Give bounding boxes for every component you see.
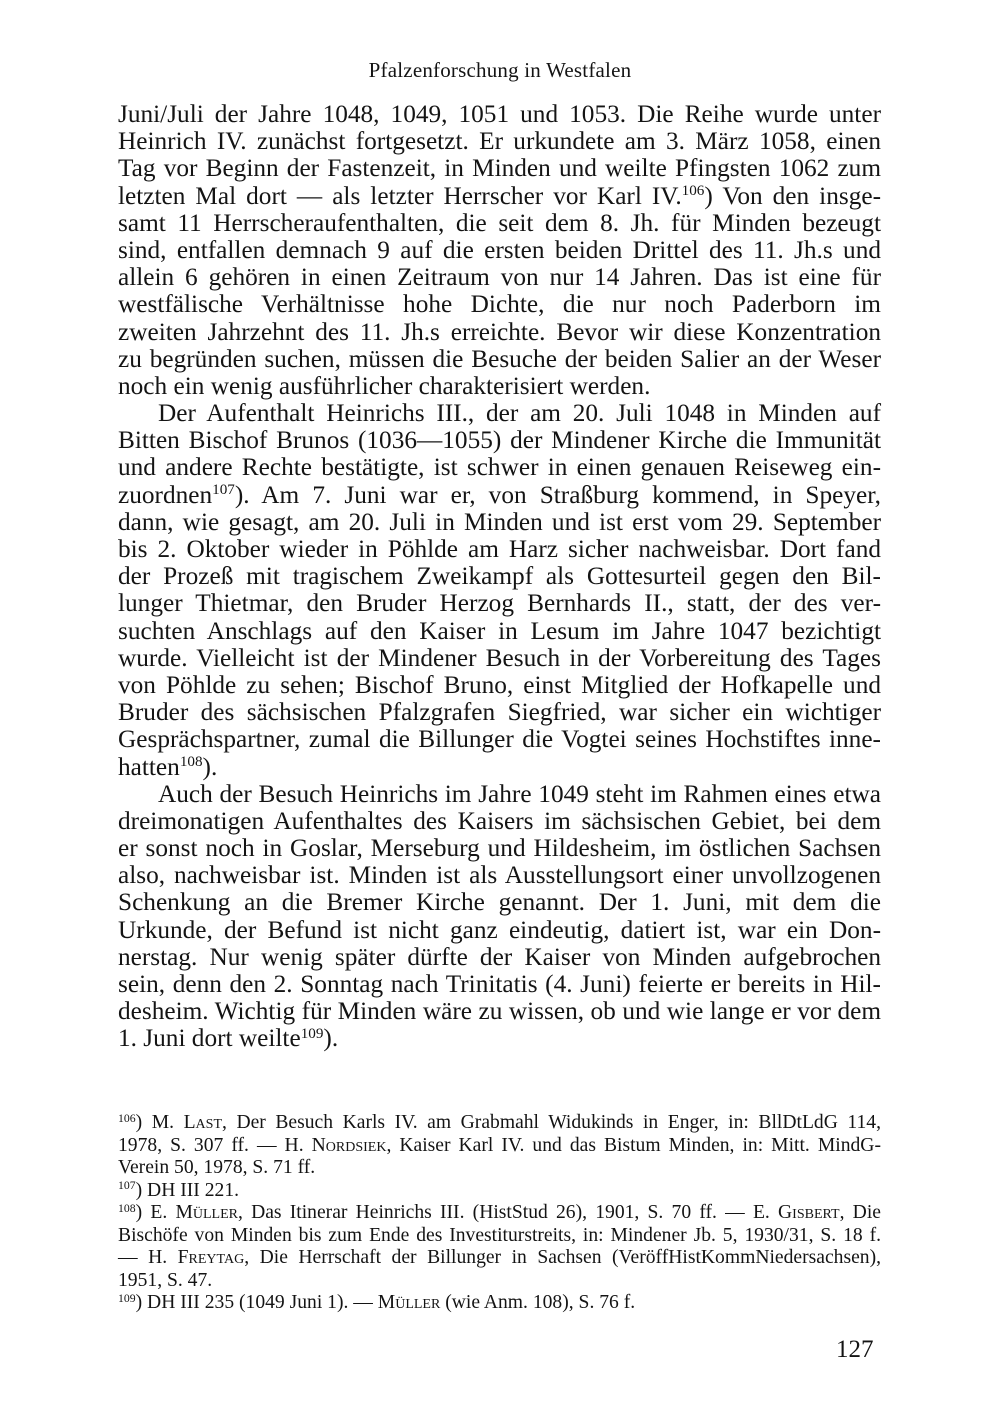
footnote-number: 107: [118, 1179, 136, 1193]
text-segment: letzten Mal dort — als letzter Herrscher vor Karl IV.: [118, 181, 682, 210]
text-segment: dann, wie gesagt, am 20. Juli in Minden und ist erst vom 29. September: [118, 507, 881, 536]
main-text: [118, 101, 881, 1053]
text-line: [118, 781, 881, 808]
text-segment: , Der Besuch Karls IV. am Grabmahl Widukinds in Enger, in: BllDtLdG 114,: [222, 1112, 881, 1133]
text-segment: hatten: [118, 752, 180, 781]
text-line: [118, 373, 881, 400]
footnote-number: 109: [118, 1291, 136, 1305]
text-line: [118, 346, 881, 373]
text-segment: zu begründen suchen, müssen die Besuche der beiden Salier an der Weser: [118, 344, 881, 373]
text-segment: wurde. Vielleicht ist der Mindener Besuch in der Vorbereitung des Tages: [118, 643, 881, 672]
text-segment: desheim. Wichtig für Minden wäre zu wissen, ob und wie lange er vor dem: [118, 997, 881, 1026]
text-segment: , Die Herrschaft der Billunger in Sachsen (VeröffHistKommNiedersachsen),: [244, 1247, 881, 1268]
text-line: [118, 210, 881, 237]
text-segment: Auch der Besuch Heinrichs im Jahre 1049 steht im Rahmen eines etwa: [158, 779, 881, 808]
text-segment: von Pöhlde zu sehen; Bischof Bruno, einst Mitglied der Hofkapelle und: [118, 670, 881, 699]
text-segment: Heinrich IV. zunächst fortgesetzt. Er urkundete am 3. März 1058, einen: [118, 127, 881, 156]
text-segment: dreimonatigen Aufenthaltes des Kaisers im sächsischen Gebiet, bei dem: [118, 806, 881, 835]
text-line: [118, 128, 881, 155]
text-segment: Schenkung an die Bremer Kirche genannt. Der 1. Juni, mit dem die: [118, 888, 881, 917]
text-line: [118, 563, 881, 590]
text-line: [118, 699, 881, 726]
text-segment: der Prozeß mit tragischem Zweikampf als Gottesurteil gegen den Bil-: [118, 562, 881, 591]
text-segment: 1978, S. 307 ff. — H.: [118, 1134, 312, 1156]
text-line: [118, 291, 881, 318]
footnote-ref: 106: [681, 182, 705, 200]
text-line: [118, 264, 881, 291]
text-segment: Bruder des sächsischen Pfalzgrafen Siegfried, war sicher ein wichtiger: [118, 698, 881, 727]
footnote-line: [118, 1292, 881, 1315]
text-line: [118, 509, 881, 536]
text-line: [118, 183, 881, 210]
text-segment: Juni/Juli der Jahre 1048, 1049, 1051 und 1053. Die Reihe wurde unter: [118, 100, 881, 128]
text-segment: nerstag. Nur wenig später dürfte der Kaiser von Minden aufgebrochen: [118, 942, 881, 971]
text-segment: Bitten Bischof Brunos (1036—1055) der Mindener Kirche die Immunität: [118, 426, 881, 455]
footnote-ref: 107: [212, 481, 235, 499]
footnote-number: 106: [118, 1111, 136, 1125]
text-segment: zuordnen: [118, 480, 213, 509]
text-line: [118, 862, 881, 889]
text-line: [118, 754, 881, 781]
text-line: [118, 454, 881, 481]
text-line: [118, 998, 881, 1025]
page-number: 127: [836, 1336, 874, 1363]
text-segment: also, nachweisbar ist. Minden ist als Ausstellungsort einer unvollzogenen: [118, 861, 881, 890]
footnote-line: [118, 1247, 881, 1270]
text-segment: ) DH III 221.: [135, 1179, 240, 1201]
text-segment: , Das Itinerar Heinrichs III. (HistStud 26), 1901, S. 70 ff. — E.: [237, 1202, 779, 1223]
text-segment: , Kaiser Karl IV. und das Bistum Minden, in: Mitt. MindG-: [386, 1134, 881, 1156]
footnote-number: 108: [118, 1201, 136, 1215]
text-segment: 1951, S. 47.: [118, 1269, 213, 1291]
text-segment: (wie Anm. 108), S. 76 f.: [440, 1292, 636, 1313]
text-line: [118, 1025, 881, 1052]
text-line: [118, 971, 881, 998]
footnote-line: [118, 1225, 881, 1248]
text-segment: ).: [202, 752, 218, 781]
text-line: [118, 237, 881, 264]
text-line: [118, 482, 881, 509]
text-segment: sein, denn den 2. Sonntag nach Trinitatis (4. Juni) feierte er bereits in Hil-: [118, 970, 881, 998]
text-line: [118, 672, 881, 699]
footnote-line: [118, 1202, 881, 1225]
text-line: [118, 917, 881, 944]
text-segment: und andere Rechte bestätigte, ist schwer in einen genauen Reiseweg ein-: [118, 453, 881, 482]
footnote-ref: 109: [300, 1025, 324, 1043]
text-segment: Gesprächspartner, zumal die Billunger die Vogtei seines Hochstiftes inne-: [118, 725, 881, 754]
text-segment: , Die: [839, 1202, 881, 1223]
text-segment: noch ein wenig ausführlicher charakterisiert werden.: [118, 371, 651, 400]
text-segment: suchten Anschlags auf den Kaiser in Lesum im Jahre 1047 bezichtigt: [118, 616, 881, 645]
text-segment: sind, entfallen demnach 9 auf die ersten beiden Drittel des 11. Jh.s und: [118, 235, 881, 264]
footnote-ref: 108: [179, 753, 203, 771]
text-line: [118, 400, 881, 427]
text-line: [118, 101, 881, 128]
text-segment: 1. Juni dort weilte: [118, 1024, 301, 1053]
text-segment: Bischöfe von Minden bis zum Ende des Investiturstreits, in: Mindener Jb. 5, 1930/31, S. 18 f.: [118, 1224, 881, 1246]
text-line: [118, 618, 881, 645]
text-segment: allein 6 gehören in einen Zeitraum von nur 14 Jahren. Das ist eine für: [118, 263, 881, 292]
text-line: [118, 889, 881, 916]
text-segment: Der Aufenthalt Heinrichs III., der am 20. Juli 1048 in Minden auf: [158, 399, 881, 428]
author-name: Last: [183, 1112, 222, 1133]
author-name: Gisbert: [778, 1202, 840, 1223]
text-segment: Tag vor Beginn der Fastenzeit, in Minden und weilte Pfingsten 1062 zum: [118, 154, 881, 183]
text-segment: zweiten Jahrzehnt des 11. Jh.s erreichte. Bevor wir diese Konzentration: [118, 317, 881, 346]
text-line: [118, 427, 881, 454]
text-segment: ) M.: [135, 1112, 184, 1133]
text-line: [118, 155, 881, 182]
text-segment: Urkunde, der Befund ist nicht ganz eindeutig, datiert ist, war ein Don-: [118, 915, 881, 944]
text-segment: er sonst noch in Goslar, Merseburg und Hildesheim, im östlichen Sachsen: [118, 834, 881, 863]
text-segment: ).: [323, 1024, 339, 1053]
text-line: [118, 726, 881, 753]
text-line: [118, 590, 881, 617]
text-segment: lunger Thietmar, den Bruder Herzog Bernhards II., statt, der des ver-: [118, 589, 881, 618]
footnote-line: [118, 1180, 881, 1203]
text-segment: samt 11 Herrscheraufenthalten, die seit dem 8. Jh. für Minden bezeugt: [118, 208, 881, 237]
text-segment: ) DH III 235 (1049 Juni 1). —: [135, 1292, 378, 1313]
footnotes: [118, 1112, 881, 1315]
text-segment: bis 2. Oktober wieder in Pöhlde am Harz sicher nachweisbar. Dort fand: [118, 535, 881, 563]
author-name: Müller: [377, 1292, 441, 1313]
text-line: [118, 536, 881, 563]
text-segment: ) E.: [135, 1202, 176, 1223]
text-segment: ) Von den insge-: [704, 181, 881, 210]
text-segment: Verein 50, 1978, S. 71 ff.: [118, 1157, 316, 1178]
footnote-line: [118, 1112, 881, 1135]
text-segment: ). Am 7. Juni war er, von Straßburg kommend, in Speyer,: [234, 480, 881, 509]
author-name: Müller: [175, 1202, 238, 1223]
footnote-line: [118, 1157, 881, 1180]
footnote-line: [118, 1135, 881, 1158]
text-line: [118, 808, 881, 835]
text-segment: — H.: [118, 1247, 178, 1268]
text-line: [118, 645, 881, 672]
text-line: [118, 835, 881, 862]
author-name: Nordsiek: [311, 1134, 387, 1156]
author-name: Freytag: [177, 1247, 245, 1268]
running-head: Pfalzenforschung in Westfalen: [368, 58, 632, 82]
footnote-line: [118, 1270, 881, 1293]
text-line: [118, 944, 881, 971]
text-line: [118, 319, 881, 346]
text-segment: westfälische Verhältnisse hohe Dichte, die nur noch Paderborn im: [118, 290, 881, 319]
